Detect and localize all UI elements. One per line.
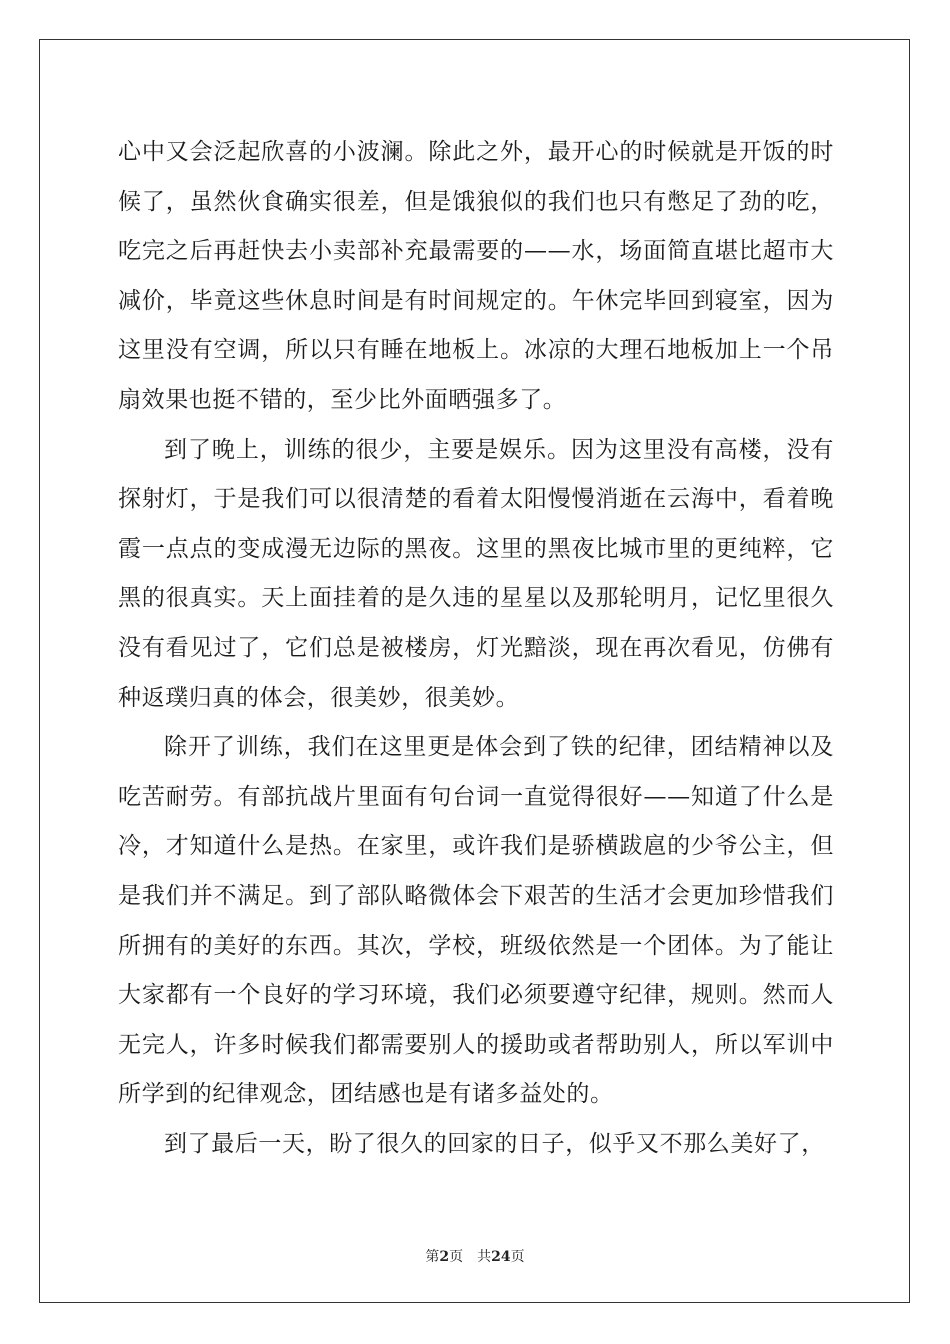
paragraph-3: 除开了训练，我们在这里更是体会到了铁的纪律，团结精神以及吃苦耐劳。有部抗战片里面有句台词一直觉得很好——知道了什么是冷，才知道什么是热。在家里，或许我们是骄横跋扈的少爷公主，但是我们并不满足。到了部队略微体会下艰苦的生活才会更加珍惜我们所拥有的美好的东西。其次，学校，班级依然是一个团体。为了能让大家都有一个良好的学习环境，我们必须要遵守纪律，规则。然而人无完人，许多时候我们都需要别人的援助或者帮助别人，所以军训中所学到的纪律观念，团结感也是有诸多益处的。 — [118, 734, 834, 1108]
document-body — [118, 128, 834, 1169]
page-number: 2 — [439, 1249, 450, 1265]
total-suffix: 页 — [510, 1249, 525, 1265]
paragraph-2: 到了晚上，训练的很少，主要是娱乐。因为这里没有高楼，没有探射灯，于是我们可以很清楚的看着太阳慢慢消逝在云海中，看着晚霞一点点的变成漫无边际的黑夜。这里的黑夜比城市里的更纯粹，它黑的很真实。天上面挂着的是久违的星星以及那轮明月，记忆里很久没有看见过了，它们总是被楼房，灯光黯淡，现在再次看见，仿佛有种返璞归真的体会，很美妙，很美妙。 — [118, 436, 834, 711]
page-prefix: 第 — [425, 1249, 440, 1265]
page-footer — [0, 1246, 950, 1266]
paragraph-1: 心中又会泛起欣喜的小波澜。除此之外，最开心的时候就是开饭的时候了，虽然伙食确实很差，但是饿狼似的我们也只有憋足了劲的吃，吃完之后再赶快去小卖部补充最需要的——水，场面简直堪比超市大减价，毕竟这些休息时间是有时间规定的。午休完毕回到寝室，因为这里没有空调，所以只有睡在地板上。冰凉的大理石地板加上一个吊扇效果也挺不错的，至少比外面晒强多了。 — [118, 139, 834, 413]
total-prefix: 共 — [477, 1249, 492, 1265]
page-suffix: 页 — [449, 1249, 464, 1265]
paragraph-4: 到了最后一天，盼了很久的回家的日子，似乎又不那么美好了， — [164, 1130, 825, 1157]
total-pages: 24 — [491, 1249, 511, 1265]
